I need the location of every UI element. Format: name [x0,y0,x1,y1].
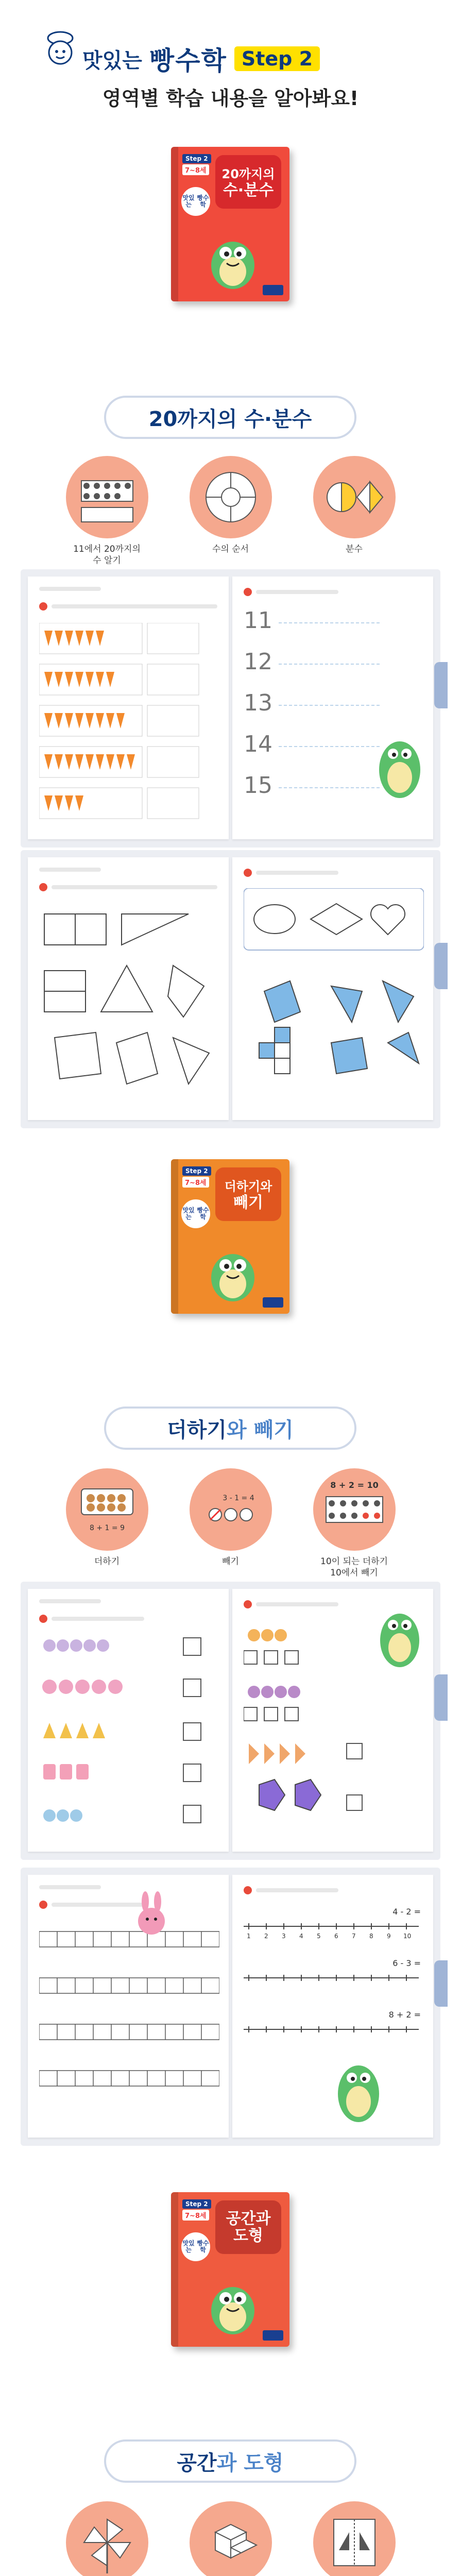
section-title-shapes [104,2439,356,2483]
section-title-text: 더하기 [167,1418,227,1442]
number-strip-illustration [39,1921,219,2127]
feature-item [311,2501,398,2576]
page-tab [434,662,448,708]
tick-label: 7 [352,1933,356,1940]
feature-illustration [313,456,396,538]
workbook-page-left [28,1875,229,2138]
question-text-line [256,1888,338,1892]
book-step: Step 2 [182,154,211,163]
fraction-icon [313,456,396,538]
tick-label: 3 [282,1933,286,1940]
title-prefix: 맛있는 [82,48,142,73]
brand-line1: 맛있는 [182,194,195,208]
feature-item [187,1468,275,1579]
tick-label: 9 [387,1933,391,1940]
question-marker [39,883,47,891]
donut-tray-icon [66,1468,148,1551]
feature-label: 더하기 [94,1556,120,1567]
page-header-line [39,1599,101,1603]
book-title-line2: 수·분수 [223,181,274,199]
brand-line2: 빵수학 [197,194,209,208]
mirror-arrow-icon [313,2501,396,2576]
question-text-line [52,604,217,608]
book-brand [181,2232,210,2261]
number-wheel-icon [190,456,272,538]
feature-item [187,456,275,566]
tracing-lines [279,613,382,803]
feature-illustration [66,456,148,538]
page-header-line [39,587,101,591]
counting-objects-illustration [39,1635,219,1841]
subtraction-icon [190,1468,272,1551]
trace-number: 14 [244,731,272,757]
feature-illustration [190,1468,272,1551]
feature-item [63,2501,151,2576]
section-title-text: 20까지의 수·분수 [148,407,312,431]
feature-label: 분수 [346,544,363,554]
trace-number: 12 [244,649,272,675]
feature-row-addition [0,1468,461,1579]
feature-row-numbers [0,456,461,566]
workbook-page-right [232,1875,433,2138]
number-line-illustration [244,1921,424,2055]
feature-label: 11에서 20까지의 수 알기 [73,544,141,566]
question-text-line [52,885,217,889]
trace-number: 15 [244,772,272,799]
feature-label: 빼기 [222,1556,239,1567]
tick-label: 6 [334,1933,338,1940]
feature-item [311,456,398,566]
eq-row: 8 + 2 = [388,2010,421,2020]
book-brand [181,187,210,216]
feature-item [63,456,151,566]
question-marker [244,588,252,596]
book-corner-badge [263,285,283,295]
book-cover-shapes [171,2192,289,2347]
workbook-page-left [28,577,229,839]
question-text-line [52,1903,144,1907]
page-subtitle: 영역별 학습 내용을 알아봐요! [102,87,359,110]
feature-illustration [313,2501,396,2576]
symmetry-shapes-illustration [244,888,424,1105]
book-age: 7~8세 [182,2210,209,2221]
page-header-line [39,868,101,872]
workbook-spread-numbers-1 [21,569,440,848]
question-text-line [256,871,338,875]
question-text-line [52,1617,144,1621]
brand-title [82,40,320,77]
question-marker [244,869,252,877]
book-title-line2: 빼기 [233,1194,263,1212]
feature-equation: 3 - 1 = 4 [222,1494,254,1502]
page-header-line [39,1885,101,1889]
book-brand [181,1199,210,1228]
feature-illustration [313,1468,396,1551]
feature-row-shapes [0,2501,461,2576]
dragon-mascot-icon [371,721,428,803]
step-badge: Step 2 [234,46,320,71]
brand-line1: 맛있는 [182,2239,195,2253]
eq-row: 4 - 2 = [392,1907,421,1917]
feature-label: 10이 되는 더하기 10에서 빼기 [320,1556,388,1579]
section-title-text-b: 과 도형 [216,2451,284,2475]
tick-label: 8 [369,1933,373,1940]
workbook-spread-addition-1 [21,1582,440,1860]
feature-item [187,2501,275,2576]
section-title-addition [104,1406,356,1450]
page-tab [434,1674,448,1721]
tick-label: 5 [317,1933,321,1940]
feature-illustration [66,2501,148,2576]
question-text-line [256,590,338,594]
tick-label: 2 [264,1933,268,1940]
ten-frame-icon [66,456,148,538]
tick-label: 10 [403,1933,412,1940]
dragon-mascot-icon [202,224,264,291]
brand-line2: 빵수학 [197,2239,209,2253]
workbook-page-right [232,577,433,839]
pinwheel-icon [66,2501,148,2576]
question-marker [39,1615,47,1623]
book-age: 7~8세 [182,1177,209,1188]
book-title-line2: 도형 [233,2227,263,2245]
workbook-spread-addition-2 [21,1868,440,2146]
tick-label: 1 [247,1933,251,1940]
title-main: 빵수학 [149,46,227,76]
book-spine [171,1159,178,1314]
section-title-numbers [104,396,356,439]
chef-mascot-icon [42,31,78,67]
book-title-line1: 20까지의 [221,167,275,181]
brand-line1: 맛있는 [182,1206,195,1221]
question-marker [244,1600,252,1608]
counting-carrots-illustration [39,623,219,829]
feature-label: 수의 순서 [212,544,249,554]
book-step: Step 2 [182,2199,211,2209]
workbook-page-left [28,857,229,1120]
brand-line2: 빵수학 [197,1206,209,1221]
trace-number: 13 [244,690,272,716]
feature-item [311,1468,398,1579]
book-title [215,1167,281,1221]
book-cover-addition [171,1159,289,1314]
feature-illustration [190,2501,272,2576]
question-marker [244,1886,252,1894]
dragon-mascot-icon [202,2269,264,2336]
book-title [215,155,281,209]
book-age: 7~8세 [182,164,209,175]
feature-item [63,1468,151,1579]
question-marker [39,602,47,611]
eq-row: 6 - 3 = [392,1958,421,1968]
feature-illustration [190,456,272,538]
dragon-mascot-icon [330,2045,387,2127]
section-title-text-b: 와 빼기 [227,1418,294,1442]
feature-illustration [66,1468,148,1551]
question-text-line [256,1602,338,1606]
workbook-spread-numbers-2 [21,850,440,1128]
book-cover-numbers [171,147,289,301]
book-spine [171,2192,178,2347]
page-tab [434,1960,448,2007]
workbook-page-right [232,857,433,1120]
pink-rabbit-icon [131,1890,172,1937]
page-tab [434,943,448,989]
section-title-text: 공간 [177,2451,217,2475]
header [0,0,461,129]
feature-equation: 8 + 2 = 10 [330,1480,379,1490]
trace-number: 11 [244,607,272,634]
book-title-line1: 공간과 [226,2210,271,2228]
cube-blocks-icon [190,2501,272,2576]
book-corner-badge [263,2330,283,2341]
workbook-page-right [232,1589,433,1852]
make-ten-icon [313,1468,396,1551]
book-title [215,2200,281,2254]
feature-equation: 8 + 1 = 9 [89,1524,125,1532]
book-spine [171,147,178,301]
book-step: Step 2 [182,1166,211,1176]
fraction-shapes-illustration [39,909,219,1105]
workbook-page-left [28,1589,229,1852]
tick-label: 4 [299,1933,303,1940]
book-title-line1: 더하기와 [224,1179,272,1194]
book-corner-badge [263,1297,283,1308]
question-marker [39,1901,47,1909]
dragon-mascot-icon [371,1594,428,1671]
dragon-mascot-icon [202,1236,264,1303]
